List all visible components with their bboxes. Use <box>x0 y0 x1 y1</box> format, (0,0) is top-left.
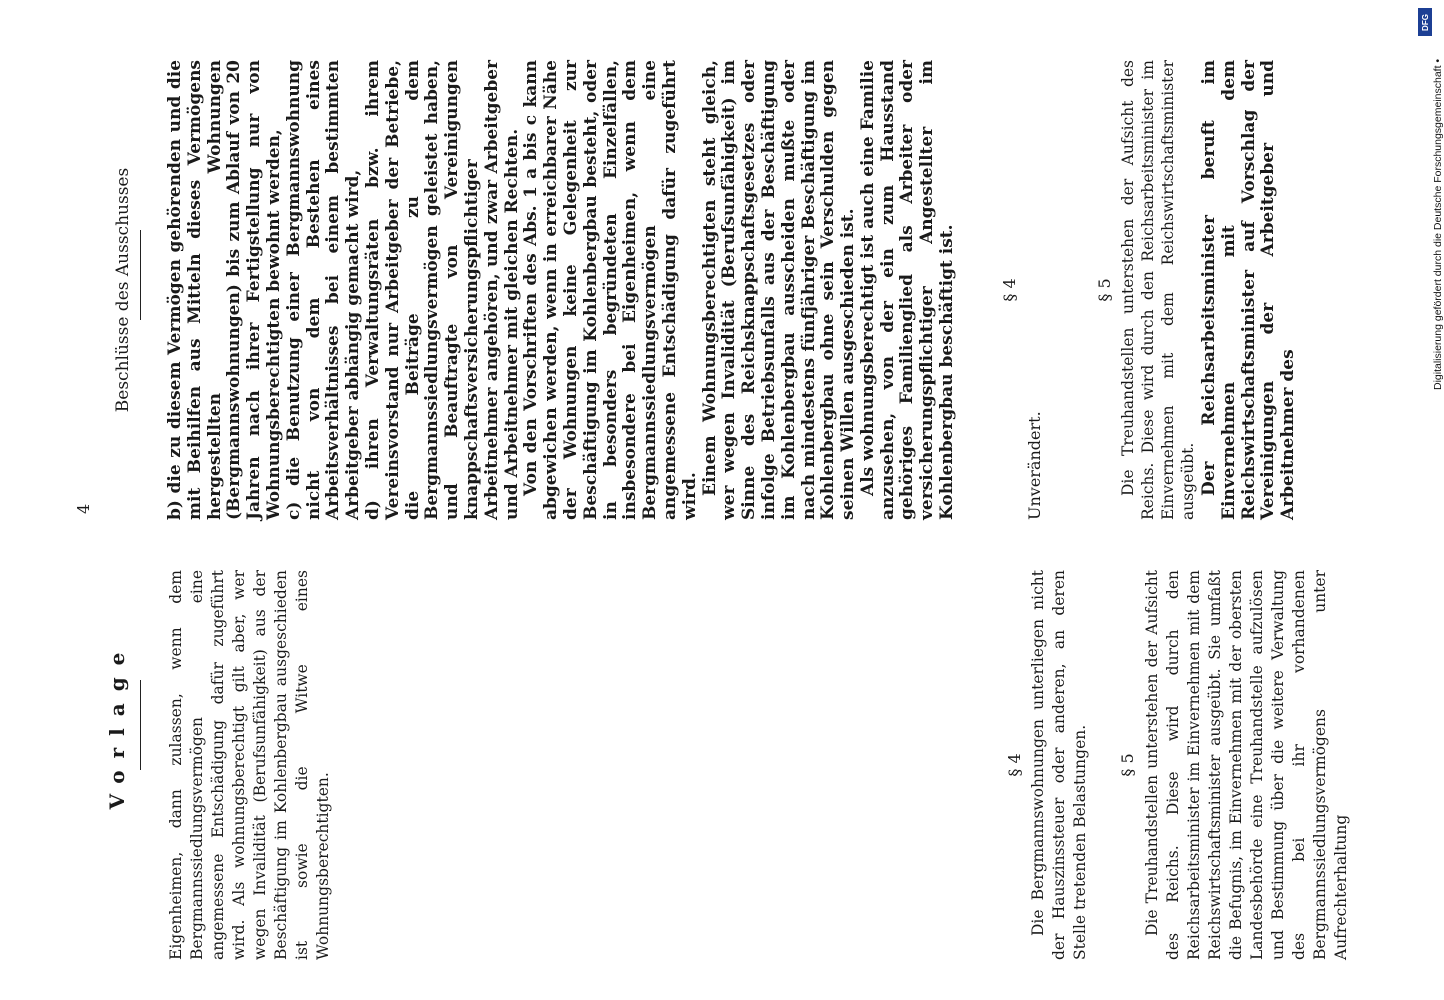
left-heading-rule <box>140 680 141 770</box>
page-number: 4 <box>74 503 93 514</box>
right-section-5-sign: § 5 <box>1095 278 1114 302</box>
family-paragraph: Als wohnungsberechtigt ist auch eine Familie anzusehen, von der ein zum Hausstand gehöriges Familienglied als Arbeiter oder versicherungspflichtiger Angestellter im Kohlenbergbau beschäftigt ist. <box>857 60 958 520</box>
digitization-credit <box>1418 8 1444 998</box>
right-section-4-sign: § 4 <box>1000 278 1019 302</box>
right-column-heading: Beschlüsse des Ausschusses <box>113 167 133 413</box>
right-section-5-text: Die Treuhandstellen unterstehen der Aufsicht des Reichs. Diese wird durch den Reichsarbeitsminister im Einvernehmen mit dem Reichswirtschaftsminister ausgeübt. <box>1119 60 1197 520</box>
invalidity-paragraph: Einem Wohnungsberechtigten steht gleich, wer wegen Invalidität (Berufsunfähigkeit) im Sinne des Reichsknappschaftsgesetzes oder infolge Betriebsunfalls aus der Beschäftigung im Kohlenbergbau ausscheiden mußte oder nach mindestens fünfjähriger Beschäftigung im Kohlenbergbau ohne sein Verschulden gegen seinen Willen ausgeschieden ist. <box>699 60 859 520</box>
item-c-label: c) <box>283 501 304 520</box>
dfg-logo-badge: DFG <box>1418 8 1432 36</box>
exceptions-paragraph: Von den Vorschriften des Abs. 1 a bis c kann abgewichen werden, wenn in erreichbarer Nähe der Wohnungen keine Gelegenheit zur Beschäftigung im Kohlenbergbau besteht, oder in besonders begründeten Einzelfällen, insbesondere bei Eigenheimen, wenn dem Bergmannssiedlungsvermögen eine angemessene Entschädigung dafür zugeführt wird. <box>521 60 700 520</box>
right-section-5-bold-text: Der Reichsarbeitsminister beruft im Einvernehmen mit dem Reichswirtschaftsminister auf Vorschlag der Vereinigungen der Arbeitgeber und Arbeitnehmer des <box>1199 60 1299 520</box>
item-d-label: d) <box>362 500 383 520</box>
left-section-4-sign: § 4 <box>1005 753 1024 777</box>
item-b-label: b) <box>165 500 185 520</box>
item-d-text: ihren Verwaltungsräten bzw. ihrem Vereinsvorstand nur Arbeitgeber der Betriebe, die Beiträge zu dem Bergmannssiedlungsvermögen geleistet haben, und Beauftragte von Vereinigungen knappschaftsversicherungspflichtiger Arbeitnehmer angehören, und zwar Arbeitgeber und Arbeitnehmer mit gleichen Rechten. <box>362 60 522 520</box>
item-b-text: die zu diesem Vermögen gehörenden und die mit Beihilfen aus Mitteln dieses Vermögens hergestellten Wohnungen (Bergmannswohnungen) bis zum Ablauf von 20 Jahren nach ihrer Fertigstellung nur von Wohnungsberechtigten bewohnt werden, <box>165 59 284 520</box>
item-d <box>364 60 522 520</box>
right-section-4-text: Unverändert. <box>1025 411 1044 520</box>
left-column-heading: Vorlage <box>105 640 129 810</box>
left-section-5-sign: § 5 <box>1118 753 1137 777</box>
item-c-text: die Benutzung einer Bergmannswohnung nicht von dem Bestehen eines Arbeitsverhältnisses bei einem bestimmten Arbeitgeber abhängig gemacht wird, <box>283 59 364 520</box>
right-heading-rule <box>140 230 141 320</box>
right-item-list <box>166 60 958 520</box>
left-section-4-text: Die Bergmannswohnungen unterliegen nicht der Hauszinssteuer oder anderen, an deren Stelle tretenden Belastungen. <box>1029 570 1089 960</box>
digitization-credit-text: Digitalisierung gefördert durch die Deutsche Forschungsgemeinschaft • <box>1432 58 1444 390</box>
left-section-5-text: Die Treuhandstellen unterstehen der Aufsicht des Reichs. Diese wird durch den Reichsarbeitsminister im Einvernehmen mit dem Reichswirtschaftsminister ausgeübt. Sie umfaßt die Befugnis, im Einvernehmen mit der obersten Landesbehörde eine Treuhandstelle aufzulösen und Bestimmung über die weitere Verwaltung des bei ihr vorhandenen Bergmannssiedlungsvermögens unter Aufrechterhaltung <box>1143 570 1350 960</box>
left-intro-paragraph: Eigenheimen, dann zulassen, wenn dem Bergmannssiedlungsvermögen eine angemessene Entschädigung dafür zugeführt wird. Als wohnungsberechtigt gilt aber, wer wegen Invalidität (Berufsunfähigkeit) aus der Beschäftigung im Kohlenbergbau ausgeschieden ist sowie die Witwe eines Wohnungsberechtigten. <box>167 570 332 960</box>
item-c <box>285 60 364 520</box>
item-b <box>166 60 285 520</box>
